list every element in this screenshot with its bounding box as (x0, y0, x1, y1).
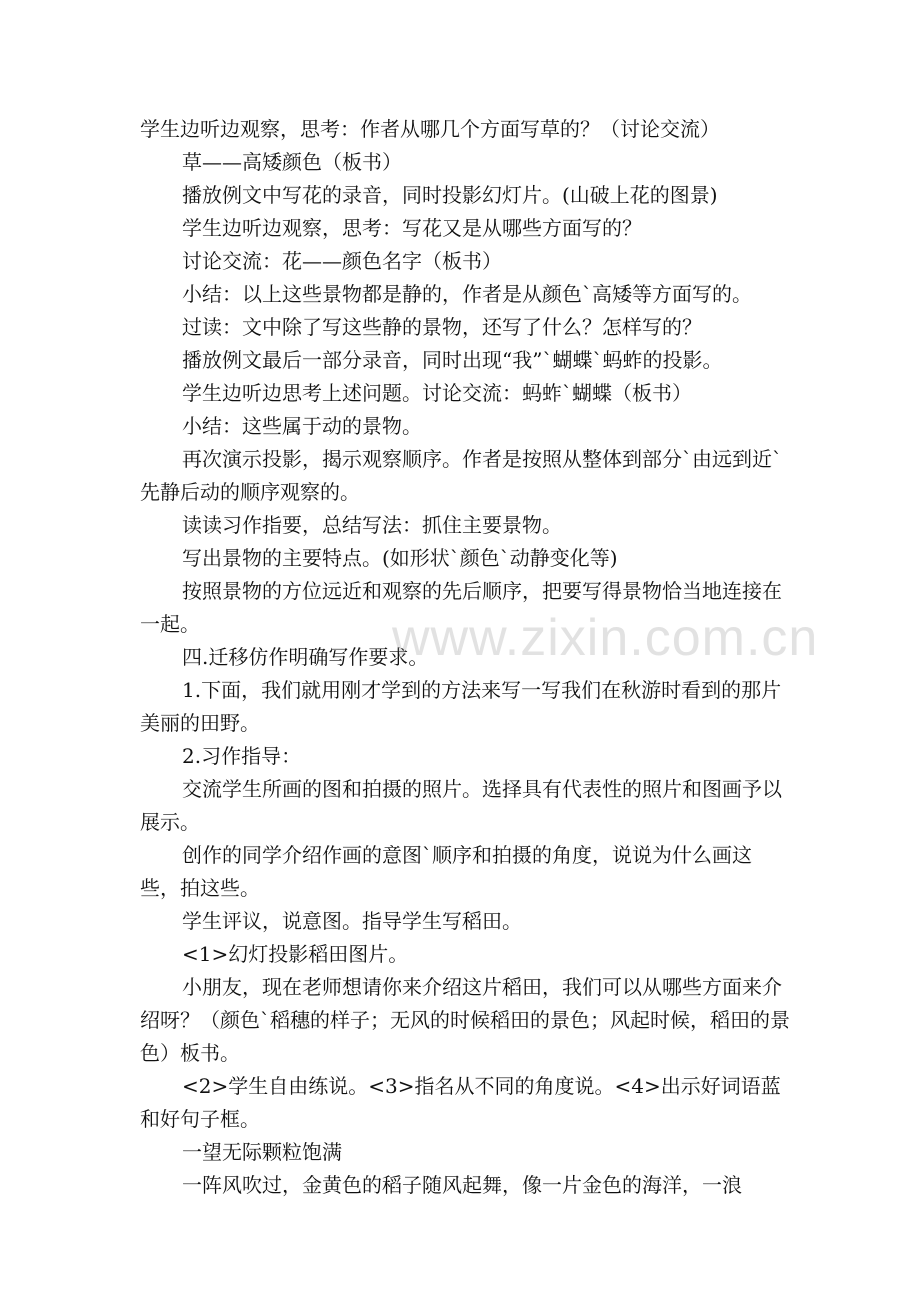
paragraph: 小结：以上这些景物都是静的，作者是从颜色`高矮等方面写的。 (182, 282, 752, 306)
paragraph: 小朋友，现在老师想请你来介绍这片稻田，我们可以从哪些方面来介绍呀？（颜色`稻穗的样子；无风的时候稻田的景色；风起时候，稻田的景色）板书。 (140, 975, 790, 1065)
paragraph: 创作的同学介绍作画的意图`顺序和拍摄的角度，说说为什么画这些，拍这些。 (140, 843, 752, 900)
paragraph: <2>学生自由练说。<3>指名从不同的角度说。<4>出示好词语蓝和好句子框。 (140, 1074, 781, 1131)
paragraph: 交流学生所画的图和拍摄的照片。选择具有代表性的照片和图画予以展示。 (140, 777, 782, 834)
paragraph: 写出景物的主要特点。(如形状`颜色`动静变化等) (182, 546, 618, 570)
paragraph: 学生边听边观察，思考：写花又是从哪些方面写的？ (182, 216, 642, 240)
watermark: www.zixin.com.cn (392, 609, 819, 667)
paragraph: 学生评议，说意图。指导学生写稻田。 (182, 909, 522, 933)
paragraph: 播放例文中写花的录音，同时投影幻灯片。(山破上花的图景) (182, 183, 718, 207)
paragraph: 过读：文中除了写这些静的景物，还写了什么？怎样写的？ (182, 315, 702, 339)
paragraph: 一望无际颗粒饱满 (182, 1140, 342, 1164)
paragraph: 按照景物的方位远近和观察的先后顺序，把要写得景物恰当地连接在一起。 (140, 579, 782, 636)
paragraph: 1.下面，我们就用刚才学到的方法来写一写我们在秋游时看到的那片美丽的田野。 (140, 678, 782, 735)
paragraph: 2.习作指导： (182, 744, 302, 768)
paragraph: 再次演示投影，揭示观察顺序。作者是按照从整体到部分`由远到近`先静后动的顺序观察的。 (140, 447, 782, 504)
document-body (140, 113, 790, 1202)
paragraph: 小结：这些属于动的景物。 (182, 414, 422, 438)
paragraph: 学生边听边思考上述问题。讨论交流：蚂蚱`蝴蝶（板书） (182, 381, 692, 405)
paragraph: 一阵风吹过，金黄色的稻子随风起舞，像一片金色的海洋，一浪 (182, 1173, 742, 1197)
paragraph: <1>幻灯投影稻田图片。 (182, 942, 409, 966)
paragraph: 草——高矮颜色（板书） (182, 150, 402, 174)
paragraph: 读读习作指要，总结写法：抓住主要景物。 (182, 513, 562, 537)
paragraph: 播放例文最后一部分录音，同时出现“我”`蝴蝶`蚂蚱的投影。 (182, 348, 723, 372)
paragraph: 学生边听边观察，思考：作者从哪几个方面写草的？（讨论交流） (140, 117, 720, 141)
paragraph: 讨论交流：花——颜色名字（板书） (182, 249, 502, 273)
paragraph: 四.迁移仿作明确写作要求。 (182, 645, 429, 669)
